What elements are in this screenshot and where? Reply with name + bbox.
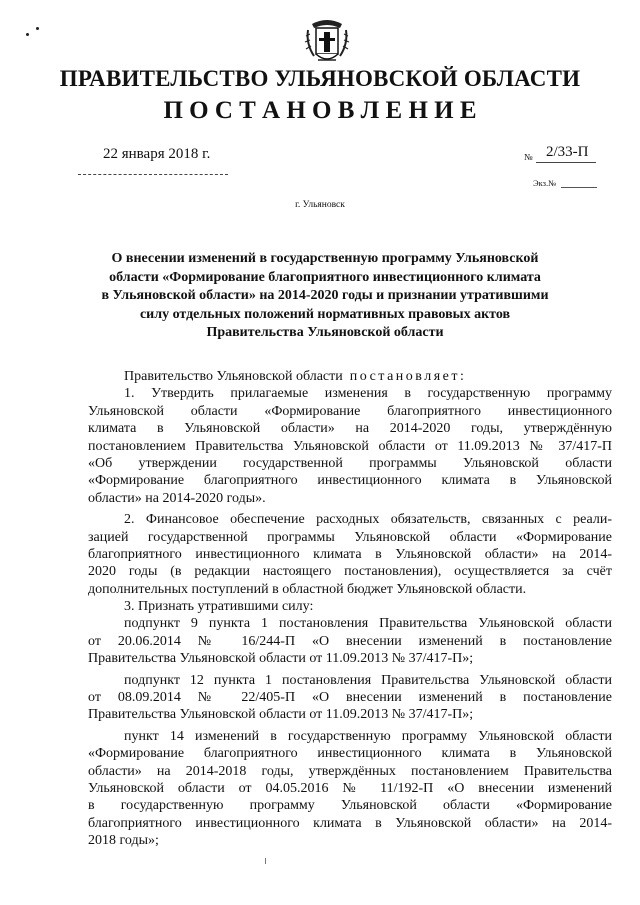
paragraph-1-line: постановлением Правительства Ульяновской области от 11.09.2013 № 37/417-П xyxy=(88,438,612,454)
scan-mark xyxy=(36,27,39,30)
paragraph-3b-line: Правительства Ульяновской области от 11.09.2013 № 37/417-П»; xyxy=(88,707,474,723)
preamble-verb: постановляет: xyxy=(349,369,467,384)
document-body xyxy=(88,368,612,850)
heading-line: области «Формирование благоприятного инвестиционного климата xyxy=(109,269,541,285)
number-underline xyxy=(536,162,596,163)
copy-number-label: Экз.№ xyxy=(533,178,557,188)
document-heading xyxy=(60,250,590,343)
date-underline xyxy=(78,174,228,175)
paragraph-1-line: климата в Ульяновской области» на 2014-2020 годы, утверждённую xyxy=(88,421,612,437)
paragraph-3b-line: подпункт 12 пункта 1 постановления Правительства Ульяновской области xyxy=(124,672,612,688)
preamble xyxy=(88,368,612,385)
paragraph-3a-line: Правительства Ульяновской области от 11.09.2013 № 37/417-П»; xyxy=(88,651,474,667)
paragraph-1-line: «Формирование благоприятного инвестиционного климата в Ульяновской xyxy=(88,473,612,489)
paragraph-2-line: 2020 годы (в редакции настоящего постановления), осуществляется за счёт xyxy=(88,564,612,580)
paragraph-1-line: 1. Утвердить прилагаемые изменения в государственную программу xyxy=(124,386,612,402)
paragraph-3c-line: 2018 годы»; xyxy=(88,833,159,849)
paragraph-2-line: 2. Финансовое обеспечение расходных обязательств, связанных с реали- xyxy=(124,512,612,528)
paragraph-1-line: области» на 2014-2020 годы». xyxy=(88,490,266,506)
paragraph-3c-line: благоприятного инвестиционного климата в Ульяновской области» на 2014- xyxy=(88,815,612,831)
government-title: ПРАВИТЕЛЬСТВО УЛЬЯНОВСКОЙ ОБЛАСТИ xyxy=(59,66,581,91)
paragraph-3c-line: в государственную программу Ульяновской области «Формирование xyxy=(88,798,612,814)
paragraph-2-line: дополнительных поступлений в областной бюджет Ульяновской области. xyxy=(88,581,527,597)
paragraph-3c-line: «Формирование благоприятного инвестиционного климата в Ульяновской xyxy=(88,746,612,762)
coat-of-arms-icon xyxy=(304,14,350,66)
heading-line: О внесении изменений в государственную программу Ульяновской xyxy=(111,251,539,266)
paragraph-3b-line: от 08.09.2014 № 22/405-П «О внесении изменений в постановление xyxy=(88,690,612,706)
paragraph-3c-line: пункт 14 изменений в государственную программу Ульяновской области xyxy=(124,728,612,744)
city-label: г. Ульяновск xyxy=(295,200,345,210)
paragraph-1-line: Ульяновской области «Формирование благоприятного инвестиционного xyxy=(88,403,612,419)
paragraph-2-line: благоприятного инвестиционного климата в Ульяновской области» на 2014- xyxy=(88,546,612,562)
copy-number-underline xyxy=(561,187,597,188)
scan-mark xyxy=(265,858,266,864)
paragraph-3a-line: от 20.06.2014 № 16/244-П «О внесении изменений в постановление xyxy=(88,633,612,649)
document-date: 22 января 2018 г. xyxy=(103,146,211,162)
heading-line: силу отдельных положений нормативных правовых актов xyxy=(139,306,511,322)
paragraph-3c-line: Ульяновской области от 04.05.2016 № 11/192-П «О внесении изменений xyxy=(88,780,612,796)
heading-line: Правительства Ульяновской области xyxy=(206,325,444,341)
heading-line: в Ульяновской области» на 2014-2020 годы и признании утратившими xyxy=(101,288,549,304)
number-prefix: № xyxy=(524,152,533,162)
document-number: 2/33-П xyxy=(546,144,589,160)
paragraph-2-line: зацией государственной программы Ульяновской области «Формирование xyxy=(88,529,612,545)
preamble-text: Правительство Ульяновской области xyxy=(124,369,343,384)
paragraph-3c-line: области» на 2014-2018 годы, утверждённых постановлением Правительства xyxy=(88,763,612,779)
paragraph-3-title: 3. Признать утратившими силу: xyxy=(124,599,314,615)
paragraph-3a-line: подпункт 9 пункта 1 постановления Правительства Ульяновской области xyxy=(124,616,612,632)
document-type-title: П О С Т А Н О В Л Е Н И Е xyxy=(163,97,477,124)
paragraph-1-line: «Об утверждении государственной программы Ульяновской области xyxy=(88,455,612,471)
scan-mark xyxy=(26,33,29,36)
